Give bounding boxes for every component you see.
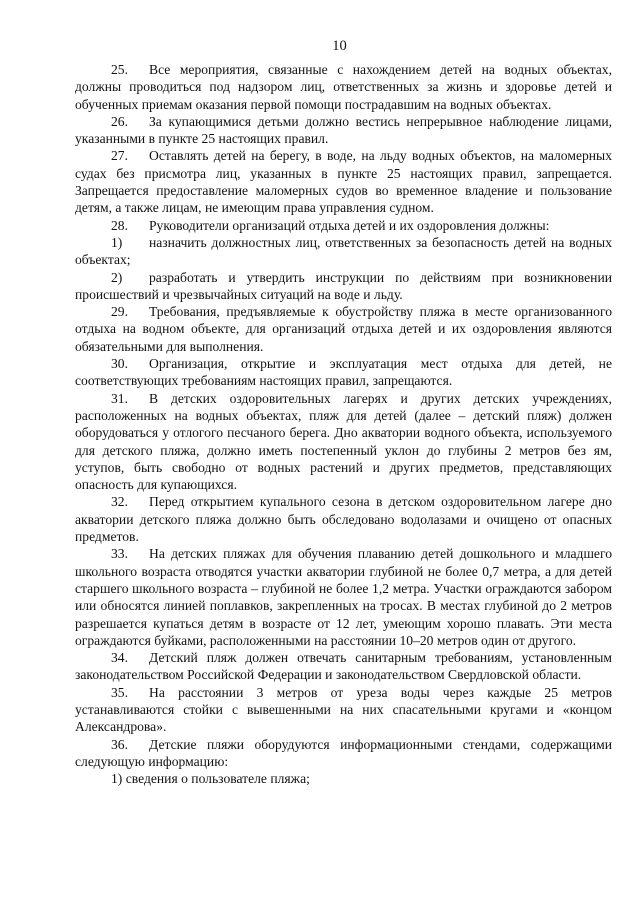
clause-number: 30. [111,356,128,372]
clause-text: На детских пляжах для обучения плаванию детей дошкольного и младшего школьного возраста отводятся участки акватории глубиной не более 0,7 метра, а для детей старшего школьного возраста – глубиной не более 1,2 метра. Участки ограждаются забором или обносятся линией поплавков, закрепленных на тросах. В местах глубиной до 2 метров разрешается купаться детям в возрасте от 12 лет, умеющим хорошо плавать. Эти места ограждаются буйками, расположенными на расстоянии 10–20 метров один от другого. [75,546,612,648]
clause-text: Все мероприятия, связанные с нахождением детей на водных объектах, должны проводиться под надзором лиц, ответственных за жизнь и здоровье детей и обученных приемам оказания первой помощи пострадавшим на водных объектах. [75,62,612,112]
clause-text: Руководители организаций отдыха детей и их оздоровления должны: [149,217,550,233]
clause [75,147,612,216]
clause [75,649,612,684]
clause-number: 34. [111,650,128,666]
clause-text: назначить должностных лиц, ответственных за безопасность детей на водных объектах; [75,234,612,268]
clause-number: 25. [111,62,128,77]
clause [75,545,612,649]
clause-text: Требования, предъявляемые к обустройству пляжа в месте организованного отдыха на водном объекте, для организаций отдыха детей и их оздоровления являются обязательными для выполнения. [75,304,612,354]
clause [75,684,612,736]
clause [75,217,612,234]
clause [75,390,612,494]
page-number: 10 [332,38,347,54]
clause-text: разработать и утвердить инструкции по действиям при возникновении происшествий и чрезвычайных ситуаций на воде и льду. [75,269,612,302]
clause-number: 32. [111,494,128,510]
clause-number: 2) [111,269,123,285]
clause-number: 1) [111,234,123,250]
clause-text: Детский пляж должен отвечать санитарным требованиям, установленным законодательством Российской Федерации и законодательством Свердловской области. [75,650,612,683]
clause-text: На расстоянии 3 метров от уреза воды через каждые 25 метров устанавливаются стойки с вывешенными на них спасательными кругами и «концом Александрова». [75,684,612,735]
clause-number: 33. [111,546,128,562]
sub-clause [75,234,612,269]
clause-text: Перед открытием купального сезона в детском оздоровительном лагере дно акватории детского пляжа должно быть обследовано водолазами и очищено от опасных предметов. [75,494,612,545]
clause-text: Оставлять детей на берегу, в воде, на льду водных объектов, на маломерных судах без присмотра лиц, указанных в пункте 25 настоящих правил, запрещается. Запрещается предоставление маломерных судов во временное владение и пользование детям, а также лицам, не имеющим права управления судном. [75,148,612,216]
list-item: 1) сведения о пользователе пляжа; [111,771,310,787]
clause-number: 36. [111,736,128,752]
clause-number: 35. [111,684,128,700]
clause [75,736,612,771]
clause [75,355,612,390]
clause-number: 26. [111,113,128,129]
clause-number: 29. [111,304,128,320]
clause-text: Организация, открытие и эксплуатация мест отдыха для детей, не соответствующих требованиям настоящих правил, запрещаются. [75,356,612,389]
clause-number: 27. [111,148,128,164]
clause [75,113,612,148]
clause-text: В детских оздоровительных лагерях и других детских учреждениях, расположенных на водных объектах, пляж для детей (далее – детский пляж) должен оборудоваться у отлогого песчаного берега. Дно акватории водного объекта, используемого для детского пляжа, должно иметь постепенный уклон до глубины 2 метров без ям, уступов, быть свободно от водных растений и других предметов, представляющих опасность для купающихся. [75,390,612,493]
clause-list [75,61,612,787]
clause-number: 28. [111,217,128,233]
clause [75,493,612,545]
clause-text: За купающимися детьми должно вестись непрерывное наблюдение лицами, указанными в пункте 25 настоящих правил. [75,113,612,147]
clause [75,303,612,355]
sub-clause [75,269,612,304]
clause-number: 31. [111,390,128,406]
clause-text: Детские пляжи оборудуются информационными стендами, содержащими следующую информацию: [75,736,612,769]
clause [75,61,612,113]
